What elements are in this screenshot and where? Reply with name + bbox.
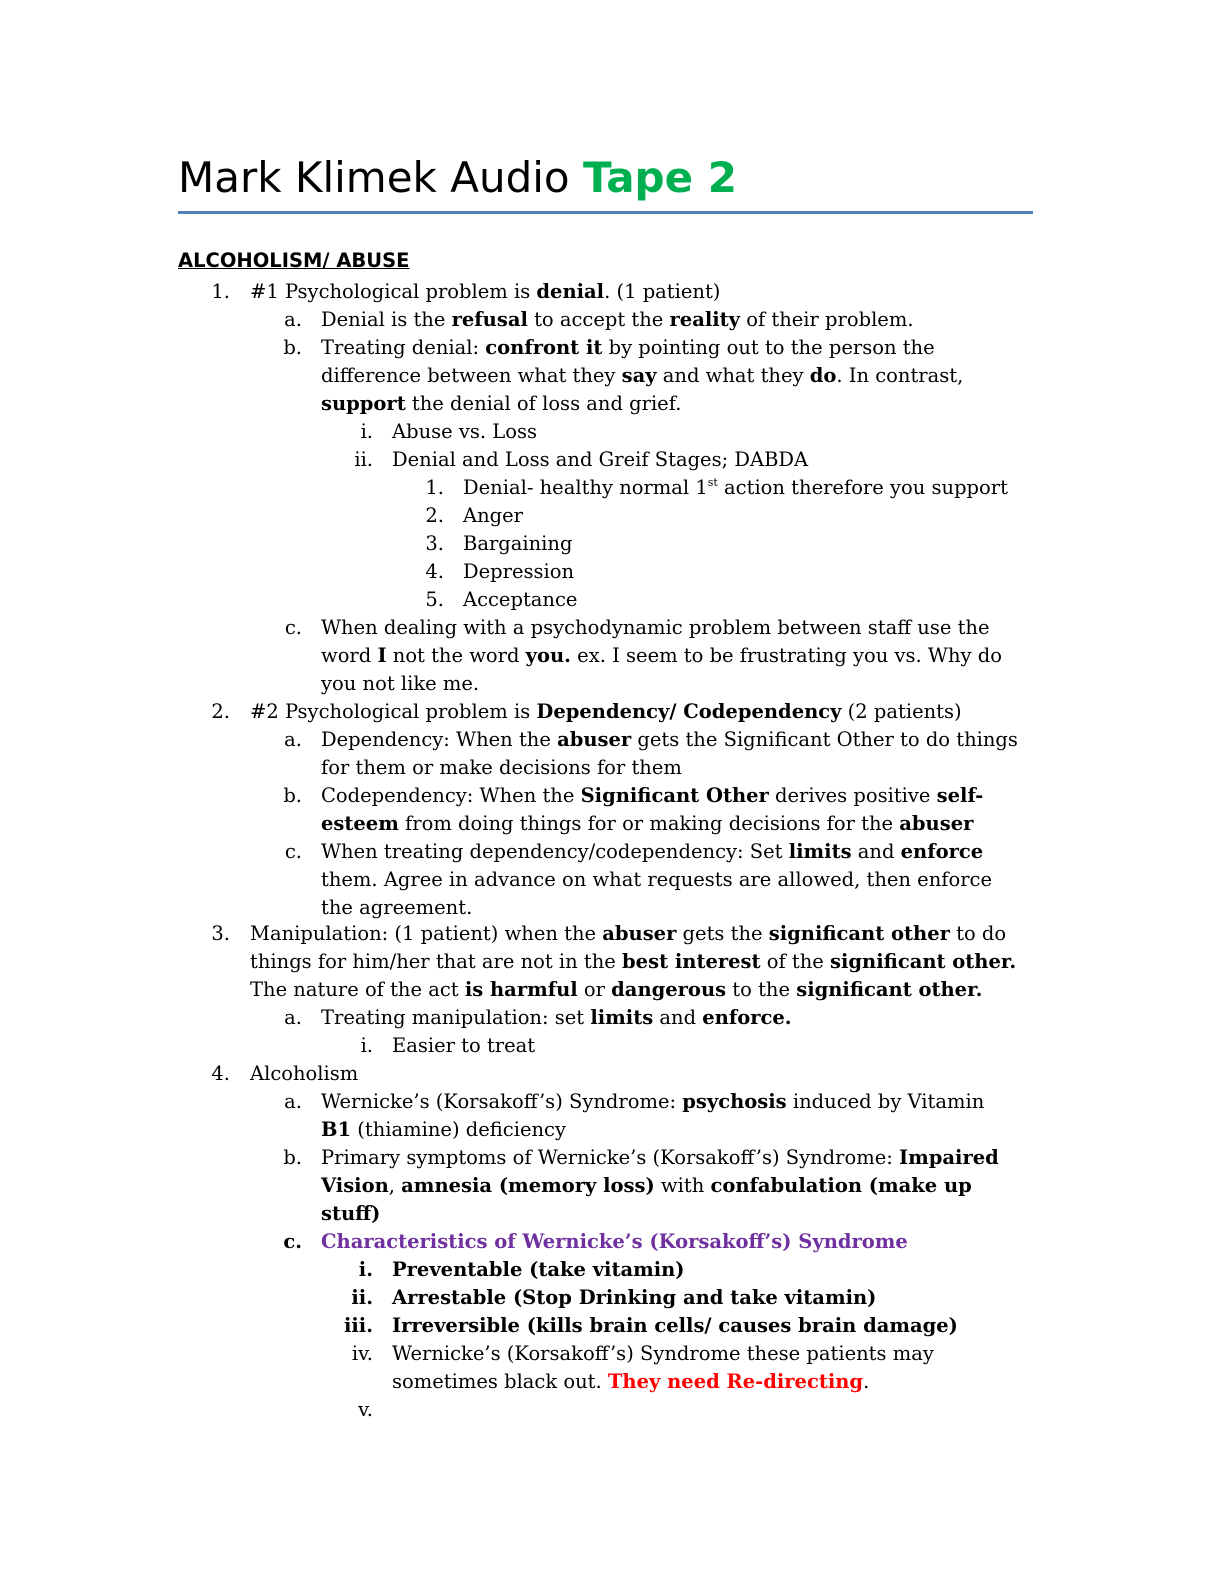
list-item: When dealing with a psychodynamic problem between staff use the — [321, 616, 990, 639]
list-item-continuation: esteem from doing things for or making decisions for the abuser — [321, 812, 974, 835]
list-marker: 2. — [211, 700, 230, 723]
list-marker: a. — [284, 1090, 302, 1113]
list-item-continuation: stuff) — [321, 1202, 381, 1225]
list-item-continuation: things for him/her that are not in the best interest of the significant other. — [250, 950, 1017, 973]
list-item: Arrestable (Stop Drinking and take vitamin) — [392, 1286, 877, 1309]
list-item: Anger — [463, 504, 523, 527]
list-item: Irreversible (kills brain cells/ causes brain damage) — [392, 1314, 958, 1337]
list-item-continuation: for them or make decisions for them — [321, 756, 682, 779]
list-marker: i. — [360, 1034, 373, 1057]
list-item-continuation: the agreement. — [321, 896, 473, 919]
list-marker: ii. — [351, 1286, 373, 1309]
list-item: Abuse vs. Loss — [392, 420, 537, 443]
list-item: Denial and Loss and Greif Stages; DABDA — [392, 448, 809, 471]
list-marker: iv. — [351, 1342, 373, 1365]
list-item: When treating dependency/codependency: Set limits and enforce — [321, 840, 984, 863]
list-marker: 3. — [425, 532, 444, 555]
list-marker: 4. — [211, 1062, 230, 1085]
document-title — [178, 150, 737, 206]
list-item-continuation: them. Agree in advance on what requests are allowed, then enforce — [321, 868, 993, 891]
list-item: Dependency: When the abuser gets the Significant Other to do things — [321, 728, 1018, 751]
title-rule — [178, 211, 1033, 214]
list-item: #1 Psychological problem is denial. (1 patient) — [250, 280, 721, 303]
list-item: Depression — [463, 560, 575, 583]
list-item: Wernicke’s (Korsakoff’s) Syndrome: psychosis induced by Vitamin — [321, 1090, 985, 1113]
list-marker: i. — [358, 1258, 373, 1281]
list-item: Codependency: When the Significant Other derives positive self- — [321, 784, 984, 807]
title-accent: Tape 2 — [582, 153, 737, 202]
list-item: Bargaining — [463, 532, 573, 555]
list-marker: 1. — [211, 280, 230, 303]
list-item-continuation: support the denial of loss and grief. — [321, 392, 682, 415]
list-item-continuation: difference between what they say and what they do. In contrast, — [321, 364, 964, 387]
list-item: Acceptance — [463, 588, 578, 611]
list-item: Easier to treat — [392, 1034, 536, 1057]
list-item: Denial is the refusal to accept the reality of their problem. — [321, 308, 914, 331]
list-item: Alcoholism — [250, 1062, 359, 1085]
list-item-continuation: Vision, amnesia (memory loss) with confabulation (make up — [321, 1174, 972, 1197]
section-heading: ALCOHOLISM/ ABUSE — [178, 249, 410, 272]
list-marker: a. — [284, 728, 302, 751]
list-item-continuation: sometimes black out. They need Re-directing. — [392, 1370, 870, 1393]
list-marker: c. — [284, 616, 302, 639]
list-marker: iii. — [343, 1314, 373, 1337]
list-item: Treating manipulation: set limits and enforce. — [321, 1006, 792, 1029]
list-marker: 3. — [211, 922, 230, 945]
list-item: Treating denial: confront it by pointing out to the person the — [321, 336, 935, 359]
list-item: Wernicke’s (Korsakoff’s) Syndrome these patients may — [392, 1342, 934, 1365]
list-marker: v. — [358, 1398, 373, 1421]
list-marker: c. — [284, 840, 302, 863]
list-marker: 4. — [425, 560, 444, 583]
list-item-continuation: B1 (thiamine) deficiency — [321, 1118, 566, 1141]
red-emphasis: They need Re-directing — [607, 1370, 864, 1393]
title-main: Mark Klimek Audio — [178, 153, 583, 202]
list-marker: c. — [283, 1230, 302, 1253]
list-marker: ii. — [354, 448, 373, 471]
purple-subheading: Characteristics of Wernicke’s (Korsakoff’s) Syndrome — [321, 1230, 908, 1253]
list-marker: a. — [284, 1006, 302, 1029]
list-item: Denial- healthy normal 1st action therefore you support — [463, 476, 1008, 499]
list-marker: i. — [360, 420, 373, 443]
list-item: Primary symptoms of Wernicke’s (Korsakoff’s) Syndrome: Impaired — [321, 1146, 999, 1169]
list-marker: b. — [283, 1146, 302, 1169]
list-item: #2 Psychological problem is Dependency/ Codependency (2 patients) — [250, 700, 962, 723]
list-item: Manipulation: (1 patient) when the abuser gets the significant other to do — [250, 922, 1007, 945]
list-marker: 5. — [425, 588, 444, 611]
list-marker: b. — [283, 784, 302, 807]
list-item-continuation: The nature of the act is harmful or dangerous to the significant other. — [250, 978, 983, 1001]
list-marker: a. — [284, 308, 302, 331]
list-marker: 1. — [425, 476, 444, 499]
list-marker: b. — [283, 336, 302, 359]
list-item-continuation: you not like me. — [321, 672, 480, 695]
list-item-continuation: word I not the word you. ex. I seem to be frustrating you vs. Why do — [321, 644, 1002, 667]
list-item: Preventable (take vitamin) — [392, 1258, 685, 1281]
list-marker: 2. — [425, 504, 444, 527]
